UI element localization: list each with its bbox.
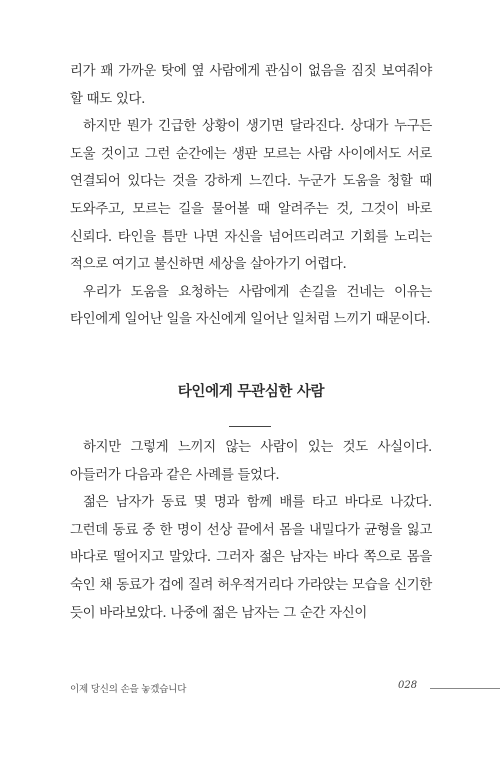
paragraph: 하지만 그렇게 느끼지 않는 사람이 있는 것도 사실이다. 아들러가 다음과 같은 사례를 들었다.: [70, 440, 432, 483]
paragraph: 하지만 뭔가 긴급한 상황이 생기면 달라진다. 상대가 누구든 도울 것이고 그런 순간에는 생판 모르는 사람 사이에서도 서로 연결되어 있다는 것을 강하게 느낀다. 누군가 도움을 청할 때 도와주고, 모르는 길을 물어볼 때 알려주는 것, 그것이 바로 신뢰다. 타인을 틈만 나면 자신을 넘어뜨리려고 기회를 노리는 적으로 여기고 불신하면 세상을 살아가기 어렵다.: [70, 119, 432, 273]
title-underline: [229, 426, 271, 427]
paragraph: 젊은 남자가 동료 몇 명과 함께 배를 타고 바다로 나갔다. 그런데 동료 중 한 명이 선상 끝에서 몸을 내밀다가 균형을 잃고 바다로 떨어지고 말았다. 그러자 젊은 남자는 바다 쪽으로 몸을 숙인 채 동료가 겁에 질려 허우적거리다 가라앉는 모습을 신기한 듯이 바라보았다. 나중에 젊은 남자는 그 순간 자신이: [70, 495, 432, 621]
paragraph: 리가 꽤 가까운 탓에 옆 사람에게 관심이 없음을 짐짓 보여줘야 할 때도 있다.: [70, 64, 432, 107]
footer-rule: [430, 688, 500, 689]
body-text-top: [70, 58, 432, 334]
running-footer-title: 이제 당신의 손을 놓겠습니다: [70, 684, 187, 695]
page-number: 028: [398, 680, 418, 691]
body-text-bottom: [70, 434, 432, 627]
section-title: 타인에게 무관심한 사람: [177, 383, 325, 400]
paragraph: 우리가 도움을 요청하는 사람에게 손길을 건네는 이유는 타인에게 일어난 일을 자신에게 일어난 일처럼 느끼기 때문이다.: [70, 284, 432, 328]
